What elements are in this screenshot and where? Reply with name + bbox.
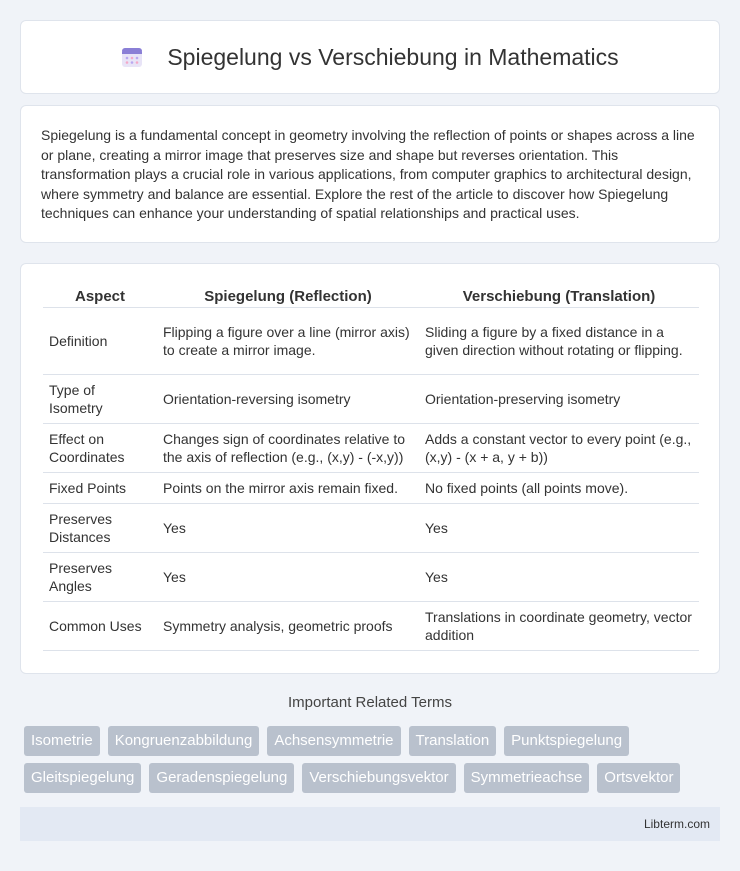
table-cell: Preserves Distances — [43, 504, 157, 553]
table-cell: Preserves Angles — [43, 553, 157, 602]
header-translation: Verschiebung (Translation) — [419, 284, 699, 308]
table-row — [43, 504, 699, 553]
term-tag[interactable]: Isometrie — [24, 726, 100, 756]
intro-text: Spiegelung is a fundamental concept in geometry involving the reflection of points or shapes across a line or plane, creating a mirror image that preserves size and shape but reverses orientation. This transformation plays a crucial role in various applications, from computer graphics to architectural design, where symmetry and balance are essential. Explore the rest of the article to discover how Spiegelung techniques can enhance your understanding of spatial relationships and practical uses. — [41, 127, 695, 221]
page-title: Spiegelung vs Verschiebung in Mathematics — [167, 43, 619, 70]
term-row — [24, 763, 724, 793]
table-cell: Sliding a figure by a fixed distance in a given direction without rotating or flipping. — [419, 308, 699, 375]
table-cell: Yes — [157, 504, 419, 553]
table-cell: Symmetry analysis, geometric proofs — [157, 602, 419, 651]
term-row — [24, 726, 724, 756]
table-cell: Translations in coordinate geometry, vector addition — [419, 602, 699, 651]
table-cell: Orientation-preserving isometry — [419, 375, 699, 424]
table-row — [43, 308, 699, 375]
table-cell: Type of Isometry — [43, 375, 157, 424]
table-cell: Orientation-reversing isometry — [157, 375, 419, 424]
term-tag[interactable]: Verschiebungsvektor — [302, 763, 455, 793]
table-cell: Common Uses — [43, 602, 157, 651]
table-row — [43, 602, 699, 651]
term-tag[interactable]: Achsensymmetrie — [267, 726, 400, 756]
intro-card — [20, 105, 720, 243]
table-cell: Adds a constant vector to every point (e.g., (x,y) - (x + a, y + b)) — [419, 424, 699, 473]
footer — [20, 807, 720, 841]
table-row — [43, 375, 699, 424]
table-cell: Yes — [157, 553, 419, 602]
table-row — [43, 424, 699, 473]
table-cell: Changes sign of coordinates relative to the axis of reflection (e.g., (x,y) - (-x,y)) — [157, 424, 419, 473]
table-cell: Flipping a figure over a line (mirror axis) to create a mirror image. — [157, 308, 419, 375]
footer-link[interactable]: Libterm.com — [643, 817, 710, 831]
term-tag[interactable]: Gleitspiegelung — [24, 763, 141, 793]
table-cell: Yes — [419, 504, 699, 553]
table-cell: No fixed points (all points move). — [419, 473, 699, 504]
table-cell: Fixed Points — [43, 473, 157, 504]
comparison-table — [43, 284, 699, 651]
table-cell: Points on the mirror axis remain fixed. — [157, 473, 419, 504]
comparison-table-card — [20, 263, 720, 674]
table-cell: Effect on Coordinates — [43, 424, 157, 473]
table-header-row — [43, 284, 699, 308]
table-row — [43, 553, 699, 602]
term-tag[interactable]: Symmetrieachse — [464, 763, 590, 793]
term-tag[interactable]: Kongruenzabbildung — [108, 726, 260, 756]
table-cell: Yes — [419, 553, 699, 602]
header-card — [20, 20, 720, 94]
term-tag[interactable]: Ortsvektor — [597, 763, 680, 793]
header-aspect: Aspect — [43, 284, 157, 308]
table-cell: Definition — [43, 308, 157, 375]
term-tag[interactable]: Geradenspiegelung — [149, 763, 294, 793]
header-reflection: Spiegelung (Reflection) — [157, 284, 419, 308]
related-terms — [24, 726, 724, 800]
term-tag[interactable]: Translation — [409, 726, 497, 756]
calendar-icon — [121, 46, 143, 68]
related-terms-title: Important Related Terms — [288, 694, 452, 711]
table-row — [43, 473, 699, 504]
term-tag[interactable]: Punktspiegelung — [504, 726, 629, 756]
